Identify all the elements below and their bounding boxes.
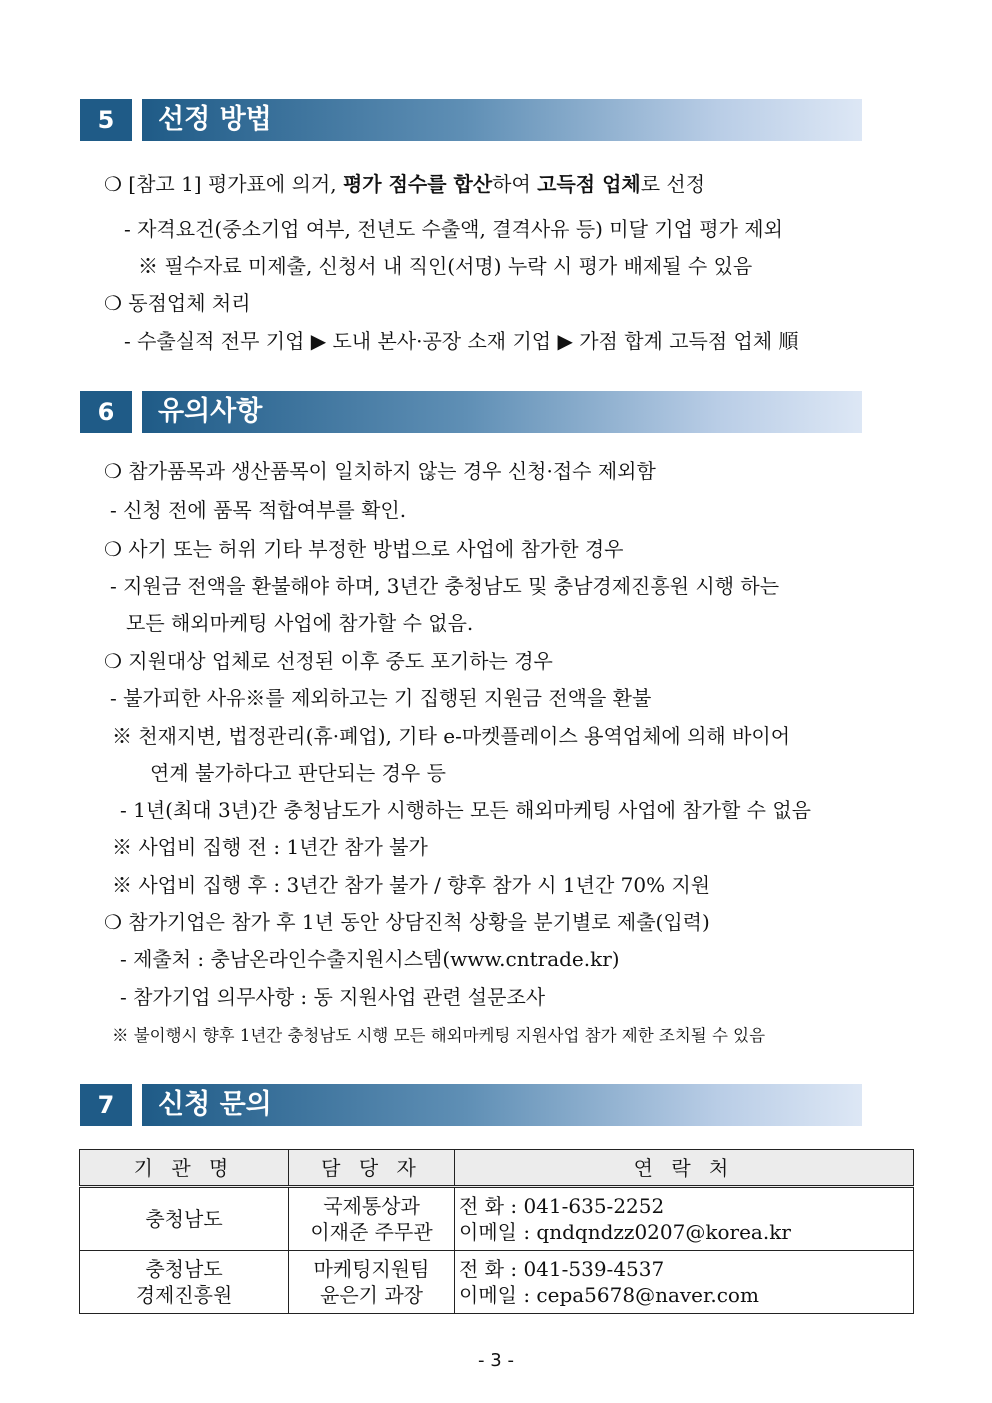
- sec6-line: 연계 불가하다고 판단되는 경우 등: [150, 761, 446, 785]
- contact-cell: [455, 1251, 914, 1314]
- section-header-6: [80, 391, 862, 433]
- sec6-line: ❍ 지원대상 업체로 선정된 이후 중도 포기하는 경우: [104, 649, 553, 673]
- org-cell: [80, 1187, 289, 1251]
- sec6-line: - 신청 전에 품목 적합여부를 확인.: [110, 498, 407, 522]
- table-row: [80, 1251, 914, 1314]
- sec6-line: ❍ 사기 또는 허위 기타 부정한 방법으로 사업에 참가한 경우: [104, 537, 624, 561]
- sec5-line-1: [104, 170, 705, 198]
- header-person: 담 당 자: [289, 1150, 455, 1187]
- sec6-line: ❍ 참가품목과 생산품목이 일치하지 않는 경우 신청·접수 제외함: [104, 459, 656, 483]
- sec5-line-2: - 자격요건(중소기업 여부, 전년도 수출액, 결격사유 등) 미달 기업 평가 제외: [124, 217, 783, 241]
- sec6-line: ※ 사업비 집행 후 : 3년간 참가 불가 / 향후 참가 시 1년간 70% 지원: [112, 873, 711, 897]
- org-name-line2: 경제진흥원: [135, 1283, 233, 1307]
- org-cell: [80, 1251, 289, 1314]
- sec6-line: - 지원금 전액을 환불해야 하며, 3년간 충청남도 및 충남경제진흥원 시행 하는: [110, 574, 780, 598]
- header-contact: 연 락 처: [455, 1150, 914, 1187]
- person-cell: [289, 1187, 455, 1251]
- sec6-line: - 불가피한 사유※를 제외하고는 기 집행된 지원금 전액을 환불: [110, 686, 652, 710]
- phone: 전 화 : 041-539-4537: [459, 1257, 665, 1281]
- section-title: 유의사항: [158, 396, 263, 427]
- person-cell: [289, 1251, 455, 1314]
- sec6-line: ※ 불이행시 향후 1년간 충청남도 시행 모든 해외마케팅 지원사업 참가 제한 조치될 수 있음: [112, 1026, 766, 1045]
- person-name: 이재준 주무관: [310, 1220, 433, 1244]
- email: 이메일 : qndqndzz0207@korea.kr: [459, 1220, 791, 1244]
- emphasis-text: 고득점 업체: [537, 172, 641, 196]
- section-header-7: [80, 1084, 862, 1126]
- page-number: - 3 -: [478, 1350, 514, 1371]
- contact-table: [79, 1149, 914, 1314]
- section-header-5: [80, 99, 862, 141]
- table-row: [80, 1187, 914, 1251]
- org-name: 충청남도: [145, 1207, 223, 1231]
- section-number: 5: [80, 99, 132, 141]
- sec6-line: ❍ 참가기업은 참가 후 1년 동안 상담진척 상황을 분기별로 제출(입력): [104, 910, 710, 934]
- sec6-line: - 참가기업 의무사항 : 동 지원사업 관련 설문조사: [120, 985, 546, 1009]
- phone: 전 화 : 041-635-2252: [459, 1194, 665, 1218]
- sec6-line: - 제출처 : 충남온라인수출지원시스템(www.cntrade.kr): [120, 947, 620, 971]
- sec6-line: ※ 사업비 집행 전 : 1년간 참가 불가: [112, 835, 428, 859]
- sec5-line-3: ※ 필수자료 미제출, 신청서 내 직인(서명) 누락 시 평가 배제될 수 있음: [138, 254, 753, 278]
- sec6-line: 모든 해외마케팅 사업에 참가할 수 없음.: [126, 611, 474, 635]
- person-name: 윤은기 과장: [320, 1283, 423, 1307]
- sec5-line-5: - 수출실적 전무 기업 ▶ 도내 본사·공장 소재 기업 ▶ 가점 합계 고득점 업체 順: [124, 329, 799, 353]
- section-title: 선정 방법: [158, 104, 272, 135]
- text: 로 선정: [640, 172, 706, 196]
- department: 국제통상과: [323, 1194, 420, 1218]
- section-title: 신청 문의: [158, 1089, 272, 1120]
- table-header-row: [80, 1150, 914, 1187]
- text: ❍ [참고 1] 평가표에 의거,: [104, 172, 343, 196]
- text: 하여: [492, 172, 538, 196]
- email: 이메일 : cepa5678@naver.com: [459, 1283, 759, 1307]
- emphasis-text: 평가 점수를 합산: [342, 172, 493, 196]
- contact-cell: [455, 1187, 914, 1251]
- header-org: 기 관 명: [80, 1150, 289, 1187]
- sec6-line: - 1년(최대 3년)간 충청남도가 시행하는 모든 해외마케팅 사업에 참가할 수 없음: [120, 798, 811, 822]
- section-number: 7: [80, 1084, 132, 1126]
- department: 마케팅지원팀: [313, 1257, 430, 1281]
- section-number: 6: [80, 391, 132, 433]
- sec5-line-4: ❍ 동점업체 처리: [104, 291, 251, 315]
- sec6-line: ※ 천재지변, 법정관리(휴·폐업), 기타 e-마켓플레이스 용역업체에 의해 바이어: [112, 724, 791, 748]
- org-name: 충청남도: [145, 1257, 223, 1281]
